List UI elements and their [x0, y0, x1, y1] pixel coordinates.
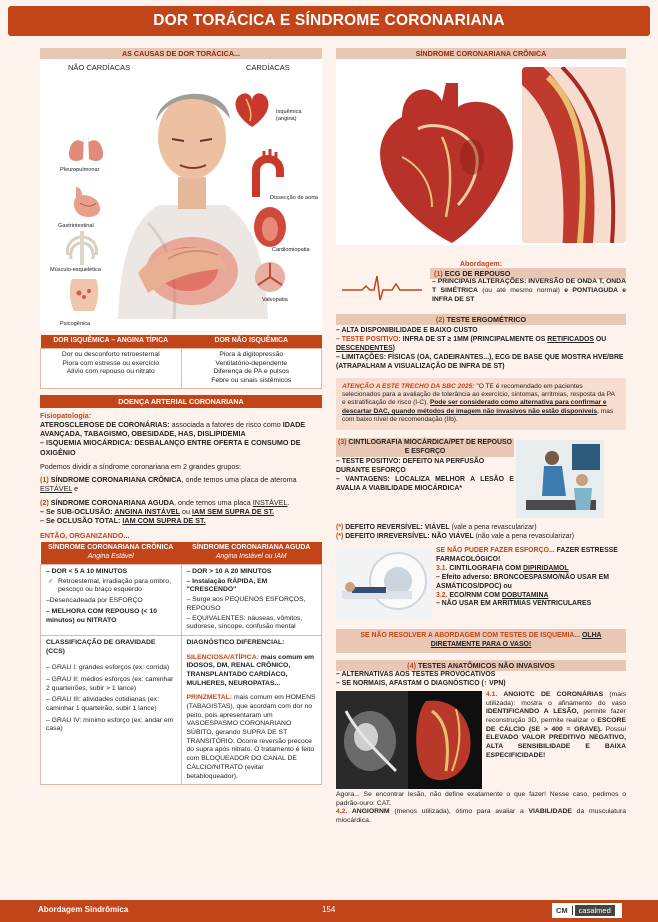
ta-normais: – SE NORMAIS, AFASTAM O DIAGNÓSTICO (↑ VPN) — [336, 680, 506, 688]
causes-title: AS CAUSAS DE DOR TORÁCICA... — [40, 48, 322, 59]
def1-mark: (*) — [336, 523, 344, 531]
heart-illustrations — [336, 59, 626, 245]
np-title-a: SE NÃO PUDER FAZER ESFORÇO... — [436, 547, 555, 555]
scc-header — [41, 542, 182, 564]
cause-cardiomiopatia: Cardiomiopatia — [272, 247, 310, 253]
resolve-text: SE NÃO RESOLVER A ABORDAGEM COM TESTES DE ISQUEMIA... — [360, 632, 582, 640]
np-31-drug: DIPIRIDAMOL — [523, 565, 569, 573]
heart-ischemic-icon — [230, 87, 274, 131]
ccs-grade: – GRAU III: atividades cotidianas (ex: caminhar 1 quarteirão, subir 1 lance) — [46, 696, 159, 713]
torso-icon — [64, 275, 104, 313]
np-31-text: CINTILOGRAFIA COM — [447, 565, 524, 573]
ischemia-col1 — [41, 348, 182, 388]
ecg-text — [432, 278, 626, 304]
sub1-angina: ANGINA INSTÁVEL — [114, 506, 181, 516]
sbc-label: ATENÇÃO A ESTE TRECHO DA SBC 2025: — [342, 382, 475, 390]
ischemia-col1-title: DOR ISQUÊMICA – ANGINA TÍPICA — [41, 335, 182, 348]
defect-irreversible — [336, 533, 626, 542]
cause-psicogenica: Psicogênica — [60, 321, 91, 327]
stomach-icon — [66, 181, 106, 221]
def2-label: DEFEITO IRREVERSÍVEL: NÃO VIÁVEL — [343, 532, 474, 540]
ecg-title: ECG DE REPOUSO — [442, 269, 511, 279]
treadmill-icon — [516, 440, 604, 518]
group-2-num: (2) — [40, 497, 49, 507]
ta-41-reconstrucao: permite fazer reconstrução 3D, permite realizar o — [486, 708, 626, 725]
ecg-pontiaguda: e PONTIAGUDA e INFRA DE ST — [432, 286, 626, 303]
group-1-end: e — [72, 484, 79, 494]
scc-vs-sca-table — [40, 542, 322, 785]
ta-41-calcio: ESCORE DE CÁLCIO (SE > 400 = GRAVE). — [486, 717, 626, 733]
group-1-text: , onde temos uma placa de ateroma — [181, 475, 297, 485]
differential-diagnosis — [181, 635, 322, 784]
sca-trigger: – Surge aos PEQUENOS ESFORÇOS, REPOUSO — [186, 596, 306, 612]
valve-icon — [252, 259, 288, 295]
def2-note: (não vale a pena revascularizar) — [473, 532, 575, 540]
cint-positivo: – TESTE POSITIVO: DEFEITO NA PERFUSÃO DURANTE ESFORÇO — [336, 458, 485, 475]
cint-title: CINTILOGRAFIA MIOCÁRDICA/PET DE REPOUSO E ESFORÇO — [346, 438, 512, 455]
right-column — [336, 48, 626, 826]
cause-pleuro: Pleuropulmonar — [60, 167, 100, 173]
heart-3d-illustration — [362, 77, 542, 247]
scc-title: SÍNDROME CORONARIANA CRÔNICA — [48, 544, 174, 552]
footer-section-label: Abordagem Sindrômica — [38, 905, 129, 914]
te-num: (2) — [435, 315, 445, 325]
athero-text: associada a fatores de risco como — [169, 420, 281, 430]
patient-treadmill-photo — [516, 440, 604, 518]
anatomic-title-bar — [336, 660, 626, 671]
page-number: 154 — [322, 905, 336, 914]
np-arritmias: – NÃO USAR EM ARRITMIAS VENTRICULARES — [436, 600, 592, 608]
ecg-num: (1) — [434, 269, 443, 279]
sca-onset: – Instalação RÁPIDA, EM "CRESCENDO" — [186, 577, 268, 594]
ta-42-end: da musculatura miocárdica. — [336, 808, 627, 825]
sca-equivalents: – EQUIVALENTES: náuseas, vômitos, sudorese, síncope, confusão mental — [186, 614, 303, 631]
ccs-grade: – GRAU IV: mínimo esforço (ex: andar em casa) — [46, 716, 174, 733]
group-2-unstable: INSTÁVEL — [252, 497, 288, 507]
anatomic-text — [336, 671, 626, 689]
causes-illustration — [40, 59, 322, 321]
scc-trigger: –Desencadeada por ESFORÇO — [46, 597, 143, 605]
defect-reversible — [336, 524, 626, 533]
ct-angiography-image — [336, 691, 482, 789]
sca-subtitle: Angina Instável ou IAM — [215, 553, 287, 561]
dac-section — [40, 408, 322, 541]
np-32-drug: DOBUTAMINA — [501, 591, 549, 599]
cint-vantagens: – VANTAGENS: LOCALIZA MELHOR A LESÃO E AVALIA A VIABILIDADE MIOCÁRDICA* — [336, 476, 514, 492]
ta-41-lesao: IDENTIFICANDO A LESÃO, — [486, 708, 579, 716]
angiotc-text — [486, 691, 626, 761]
ta-41-possui: Possui — [601, 725, 626, 733]
ta-42-num: 4.2. — [336, 808, 348, 816]
scc-relief: – MELHORA COM REPOUSO (< 10 minutos) ou NITRATO — [46, 607, 157, 624]
group-1-num: (1) — [40, 475, 49, 485]
left-column — [40, 48, 322, 785]
scc-section-title: SÍNDROME CORONARIANA CRÔNICA — [336, 48, 626, 59]
cause-isquemica: Isquêmica (angina) — [276, 109, 302, 123]
np-32-num: 3.2. — [436, 591, 448, 599]
prinzmetal-body: mais comum em HOMENS (TABAGISTAS), que acordam com dor no peito, pois apresentaram um VASOESPASMO CORONARIANO SÚBITO, gerando SUPRA DE ST TRANSITÓRIO. Ocorre reversão precoce do supra após nitrato. O tratamento é feito com BLOQUEADOR DO CANAL DE CÁLCIO/NITRATO (evitar betabloqueador). — [186, 694, 316, 780]
cause-disseccao: Dissecção de aorta — [270, 195, 318, 201]
sca-features — [181, 565, 322, 636]
prinzmetal-text — [187, 694, 317, 781]
ta-41-cat: Agora... Se encontrar lesão, não define exatamente o que fazer! Nesse caso, pedimos o padrão-ouro: CAT. — [336, 790, 626, 807]
cause-psicogenica-row — [40, 321, 322, 331]
angiotc-continuation — [336, 791, 626, 826]
non-ischemia-item: Febre ou sinais sistêmicos — [211, 376, 292, 384]
group-1-stable: ESTÁVEL — [40, 484, 73, 494]
resolve-banner — [336, 629, 626, 653]
atherosclerosis-text — [40, 420, 322, 438]
silent-label: SILENCIOSA/ATÍPICA: — [186, 653, 259, 661]
scintigraphy-text — [336, 438, 514, 494]
np-title-b: FAZER ESTRESSE FARMACOLÓGICO! — [436, 547, 618, 564]
te-ou: OU — [594, 336, 607, 344]
cause-valvopatia: Valvopatia — [262, 297, 288, 303]
def2-mark: (*) — [336, 532, 344, 540]
artery-icon — [522, 67, 626, 243]
ccs-grade: – GRAU I: grandes esforços (ex: corrida) — [46, 664, 170, 672]
group-2 — [40, 498, 322, 507]
ccs-classification — [41, 635, 182, 784]
np-title — [436, 547, 626, 565]
sbc-text: "O TE é recomendado em pacientes selecionados para a avaliação de tolerância ao exercício, sintomas, arritmias, resposta da PA e estratificação de risco (I-C). — [342, 382, 615, 407]
ta-42-text: (menos utilizada), ótimo para avaliar a — [389, 808, 529, 816]
sbc-end: , mas com baixo nível de recomendação (IIb). — [342, 407, 614, 424]
te-retificados: RETIFICADOS — [547, 336, 595, 344]
non-ischemia-item: Ventilatório-dependente — [215, 359, 288, 367]
ecg-alteracoes: – PRINCIPAIS ALTERAÇÕES: INVERSÃO DE ONDA T, ONDA T SIMÉTRICA — [432, 278, 626, 294]
sbc-note — [336, 378, 626, 430]
te-positivo-text: INFRA DE ST ≥ 1MM (PRINCIPALMENTE OS — [400, 336, 548, 344]
brand-name: casalmed — [575, 905, 615, 917]
ischemia-item: Alívio com repouso ou nitrato — [66, 368, 155, 376]
ischemia-table — [40, 335, 322, 389]
te-limitacoes: – LIMITAÇÕES: FÍSICAS (OA, CADEIRANTES...), ECG DE BASE QUE MOSTRA HVE/BRE (ATRAPALHAM A VISUALIZAÇÃO DE INFRA DE ST) — [336, 353, 624, 370]
ta-41-vpn: ELEVADO VALOR PREDITIVO NEGATIVO, ALTA SENSIBILIDADE E BAIXA ESPECIFICIDADE! — [486, 734, 626, 759]
artery-plaque-illustration — [522, 67, 626, 243]
te-title: TESTE ERGOMÉTRICO — [444, 315, 527, 325]
lungs-icon — [66, 129, 106, 165]
te-disponibilidade: – ALTA DISPONIBILIDADE E BAIXO CUSTO — [336, 327, 478, 335]
group-2-end: . — [287, 497, 290, 507]
group-2-text: , onde temos uma placa — [174, 497, 253, 507]
silent-body: mais comum em IDOSOS, DM, RENAL CRÔNICO, TRANSPLANTADO CARDÍACO, MULHERES, NEUROPATAS... — [186, 653, 315, 687]
group-1 — [40, 475, 322, 493]
te-close: ) — [392, 345, 395, 353]
athero-risk-factors: IDADE AVANÇADA, TABAGISMO, OBESIDADE, HAS, DISLIPIDEMIA — [40, 420, 306, 439]
defect-notes — [336, 524, 626, 542]
cause-gastro: Gastrintestinal — [58, 223, 94, 229]
te-positivo-label: – TESTE POSITIVO: — [336, 336, 401, 344]
sub1-mid: ou — [180, 506, 193, 516]
ct-coronary-icon — [336, 691, 482, 789]
ta-num: (4) — [407, 661, 416, 671]
mri-photo — [336, 547, 432, 621]
brand-cm: CM — [552, 906, 573, 916]
scc-radiation: Retroesternal, irradiação para ombro, pescoço ou braço esquerdo — [58, 577, 171, 594]
sub1-label: – Se SUB-OCLUSÃO: — [40, 506, 115, 516]
resolve-highlight: OLHA DIRETAMENTE PARA O VASO! — [430, 632, 602, 649]
sub2-label: – Se OCLUSÃO TOTAL: — [40, 515, 123, 525]
non-cardiac-label: NÃO CARDÍACAS — [68, 63, 131, 72]
dac-title: DOENÇA ARTERIAL CORONARIANA — [40, 395, 322, 408]
divide-text: Podemos dividir a síndrome coronariana em 2 grandes grupos: — [40, 461, 241, 471]
heart-cardiomyopathy-icon — [250, 205, 290, 249]
non-ischemia-item: Piora à digitopressão — [219, 350, 284, 358]
non-ischemia-item: Diferença de PA e pulsos — [213, 368, 290, 376]
pharmacologic-text — [436, 547, 626, 609]
sca-duration: – DOR > 10 A 20 MINUTOS — [186, 568, 272, 576]
ischemia-item: Piora com estresse ou exercício — [62, 359, 160, 367]
ccs-title: CLASSIFICAÇÃO DE GRAVIDADE (CCS) — [46, 638, 156, 655]
suboclusao-line — [40, 507, 322, 516]
silent-text — [187, 654, 317, 689]
te-descendentes: DESCENDENTES — [336, 345, 393, 353]
brand-logo — [552, 903, 622, 918]
ta-41-num: 4.1. — [486, 690, 498, 698]
scc-check-row — [46, 578, 176, 595]
ecg-section — [336, 268, 626, 308]
sbc-highlight: Pode ser considerado como alternativa para confirmar e descartar DAC, quando métodos de imagem não invasivos não estão disponíveis — [342, 399, 607, 415]
sub2-iam: IAM COM SUPRA DE ST. — [122, 515, 206, 525]
page-title: DOR TORÁCICA E SÍNDROME CORONARIANA — [8, 6, 650, 36]
page-footer — [0, 900, 658, 922]
scc-subtitle: Angina Estável — [87, 553, 134, 561]
mri-scanner-icon — [336, 547, 432, 621]
ta-alternativas: – ALTERNATIVAS AOS TESTES PROVOCATIVOS — [336, 671, 496, 679]
cint-num: (3) — [338, 438, 347, 446]
group-2-title: SÍNDROME CORONARIANA AGUDA — [48, 497, 175, 507]
pharmacologic-section — [336, 547, 626, 625]
angiornm-text — [336, 808, 626, 825]
angiotc-block — [336, 691, 626, 791]
ergometric-text — [336, 325, 626, 373]
scc-features — [41, 565, 182, 636]
ergometric-title-bar — [336, 314, 626, 325]
ecg-wave-icon — [342, 274, 422, 302]
ta-42-title: ANGIORNM — [347, 808, 390, 816]
ta-title: TESTES ANATÔMICOS NÃO INVASIVOS — [415, 661, 555, 671]
oclusao-line — [40, 516, 322, 525]
ischemia-col2-title: DOR NÃO ISQUÊMICA — [181, 335, 322, 348]
check-icon: ✓ — [48, 577, 54, 585]
aorta-icon — [246, 147, 290, 199]
np-32-text: ECO/RNM COM — [447, 591, 502, 599]
cause-musculo: Músculo-esquelética — [50, 267, 101, 273]
def1-label: DEFEITO REVERSÍVEL: VIÁVEL — [343, 523, 450, 531]
scintigraphy-title — [336, 438, 514, 458]
scc-duration: – DOR < 5 A 10 MINUTOS — [46, 568, 128, 576]
te-positivo — [336, 336, 626, 354]
ecg-normal-note: (ou até mesmo normal) — [477, 286, 565, 294]
sca-title: SÍNDROME CORONARIANA AGUDA — [192, 544, 311, 552]
athero-label: ATEROSCLEROSE DE CORONÁRIAS: — [40, 420, 170, 430]
entao-organizando: ENTÃO, ORGANIZANDO... — [40, 531, 130, 541]
fisiopatologia-label: Fisiopatologia: — [40, 410, 92, 420]
group-1-title: SÍNDROME CORONARIANA CRÔNICA — [48, 475, 182, 485]
dd-title: DIAGNÓSTICO DIFERENCIAL: — [186, 638, 285, 646]
def1-note: (vale a pena revascularizar) — [449, 523, 537, 531]
cardiac-label: CARDÍACAS — [246, 63, 290, 72]
sub1-iam: IAM SEM SUPRA DE ST. — [192, 506, 275, 516]
np-efeito: – Efeito adverso: BRONCOESPASMO/NÃO USAR EM ASMÁTICOS/DPOC) ou — [436, 573, 609, 590]
abordagem-label: Abordagem: — [459, 259, 503, 268]
ischemia-item: Dor ou desconforto retroesternal — [61, 350, 160, 358]
sca-header — [181, 542, 322, 564]
prinzmetal-label: PRINZMETAL: — [186, 694, 233, 702]
ribcage-icon — [62, 229, 102, 267]
ischemia-definition: – ISQUEMIA MIOCÁRDICA: DESBALANÇO ENTRE OFERTA E CONSUMO DE OXIGÊNIO — [40, 438, 301, 457]
np-dipiridamol — [436, 565, 626, 574]
scintigraphy-section — [336, 438, 626, 524]
ta-42-viabilidade: VIABILIDADE — [528, 808, 572, 816]
ta-41-text: (mais utilizada): mostra o afinamento do vaso — [486, 690, 626, 707]
ccs-grade: – GRAU II: médios esforços (ex: caminhar 2 quarteirões, subir > 1 lance) — [46, 675, 174, 692]
ta-41-title: ANGIOTC DE CORONÁRIAS — [497, 690, 604, 698]
np-31-num: 3.1. — [436, 565, 448, 573]
ischemia-col2 — [181, 348, 322, 388]
